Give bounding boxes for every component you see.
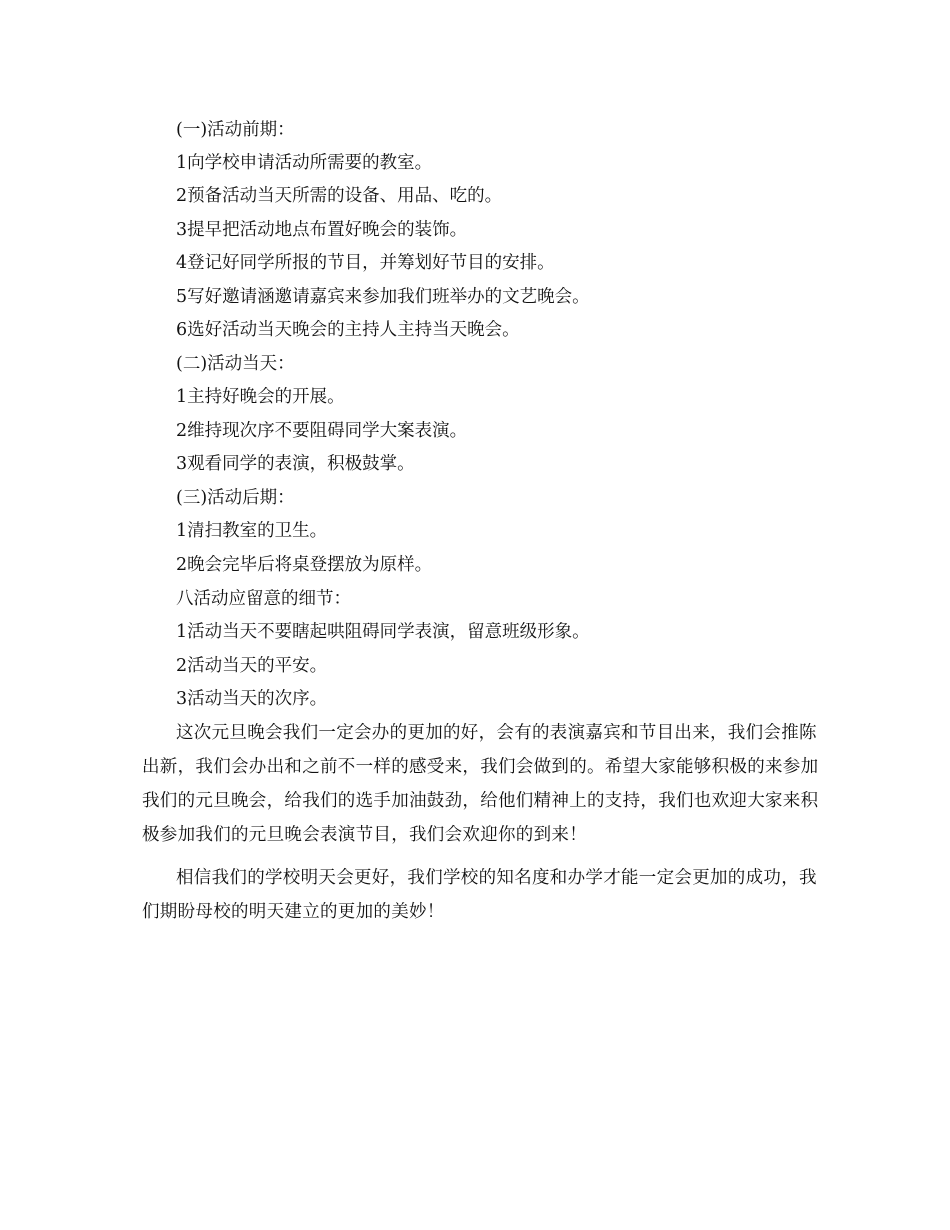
list-item: 3观看同学的表演，积极鼓掌。 bbox=[176, 454, 415, 474]
closing-paragraph: 这次元旦晚会我们一定会办的更加的好，会有的表演嘉宾和节目出来，我们会推陈出新，我们会办出和之前不一样的感受来，我们会做到的。希望大家能够积极的来参加我们的元旦晚会，给我们的选手加油鼓劲，给他们精神上的支持，我们也欢迎大家来积极参加我们的元旦晚会表演节目，我们会欢迎你的到来！ bbox=[142, 723, 819, 845]
section-heading-pre-event: (一)活动前期： bbox=[176, 120, 295, 140]
list-item: 2晚会完毕后将桌登摆放为原样。 bbox=[176, 555, 433, 575]
list-item: 2维持现次序不要阻碍同学大案表演。 bbox=[176, 421, 468, 441]
section-heading-event-day: (二)活动当天： bbox=[176, 354, 295, 374]
list-item: 1活动当天不要瞎起哄阻碍同学表演，留意班级形象。 bbox=[176, 622, 590, 642]
list-item: 5写好邀请涵邀请嘉宾来参加我们班举办的文艺晚会。 bbox=[176, 287, 590, 307]
list-item: 2预备活动当天所需的设备、用品、吃的。 bbox=[176, 186, 503, 206]
list-item: 1主持好晚会的开展。 bbox=[176, 387, 345, 407]
final-paragraph: 相信我们的学校明天会更好，我们学校的知名度和办学才能一定会更加的成功，我们期盼母校的明天建立的更加的美妙！ bbox=[142, 868, 817, 922]
list-item: 1清扫教室的卫生。 bbox=[176, 521, 328, 541]
section-heading-notes: 八活动应留意的细节： bbox=[176, 589, 351, 609]
list-item: 1向学校申请活动所需要的教室。 bbox=[176, 153, 433, 173]
list-item: 6选好活动当天晚会的主持人主持当天晚会。 bbox=[176, 320, 520, 340]
list-item: 3活动当天的次序。 bbox=[176, 689, 328, 709]
section-heading-post-event: (三)活动后期： bbox=[176, 488, 295, 508]
list-item: 4登记好同学所报的节目，并筹划好节目的安排。 bbox=[176, 253, 555, 273]
list-item: 3提早把活动地点布置好晚会的装饰。 bbox=[176, 220, 468, 240]
list-item: 2活动当天的平安。 bbox=[176, 656, 328, 676]
